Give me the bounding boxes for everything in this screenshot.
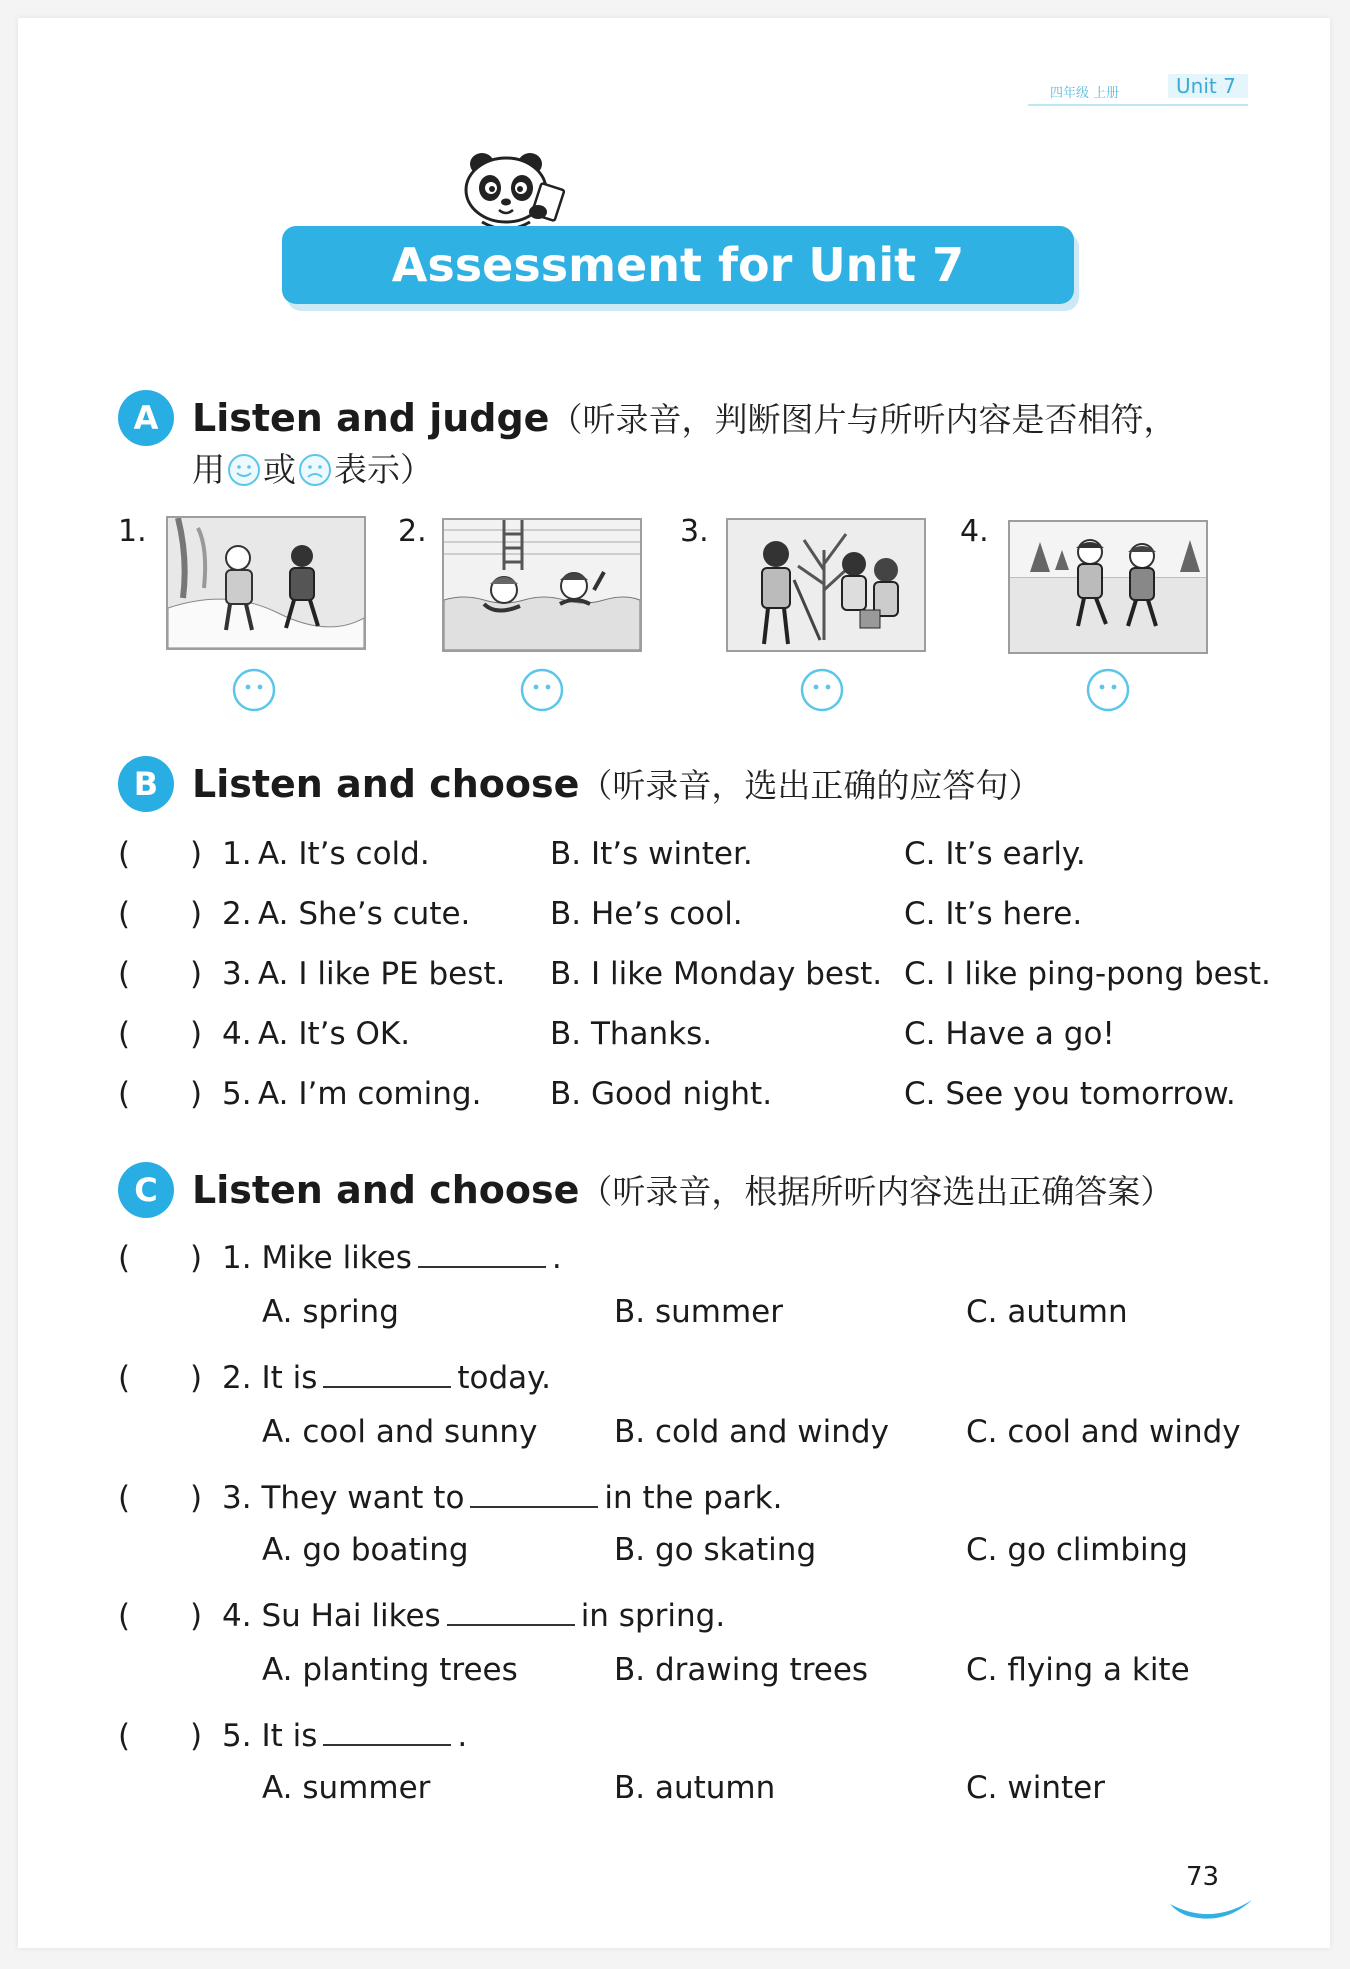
question-number: 1. (222, 836, 252, 872)
answer-blank[interactable] (418, 1240, 546, 1268)
section-b-title-text: Listen and choose (192, 762, 580, 806)
answer-paren-open[interactable]: ( (118, 836, 131, 872)
question-stem (222, 1240, 562, 1276)
answer-blank[interactable] (447, 1598, 575, 1626)
section-c-options-1 (0, 1294, 1350, 1338)
answer-paren-open[interactable]: ( (118, 1480, 131, 1516)
answer-face-1-icon[interactable] (232, 668, 276, 712)
section-b-title (192, 760, 1041, 807)
answer-paren-close: ) (190, 836, 203, 872)
option-a: A. planting trees (262, 1652, 518, 1688)
instruction-prefix: 用 (192, 450, 225, 489)
section-c-header (118, 1158, 1218, 1218)
section-a-title-text: Listen and judge (192, 396, 550, 440)
option-b: B. I like Monday best. (550, 956, 883, 992)
option-a: A. go boating (262, 1532, 469, 1568)
section-c-options-2 (0, 1414, 1350, 1458)
option-a: A. I like PE best. (258, 956, 506, 992)
stem-before: Su Hai likes (261, 1598, 441, 1634)
option-a: A. cool and sunny (262, 1414, 538, 1450)
section-b-instruction: （听录音，选出正确的应答句） (579, 766, 1042, 805)
answer-paren-close: ) (190, 1240, 203, 1276)
answer-blank[interactable] (323, 1718, 451, 1746)
section-b-question-5 (0, 1076, 1350, 1120)
option-b: B. It’s winter. (550, 836, 753, 872)
option-c: C. cool and windy (966, 1414, 1241, 1450)
unit-label: Unit 7 (1168, 74, 1248, 98)
skating-scene-icon (1010, 522, 1206, 652)
planting-scene-icon (728, 520, 924, 650)
stem-after: today. (457, 1360, 551, 1396)
picture-3-number: 3. (680, 514, 709, 549)
section-b-question-4 (0, 1016, 1350, 1060)
option-a: A. It’s OK. (258, 1016, 411, 1052)
answer-face-3-icon[interactable] (800, 668, 844, 712)
answer-paren-close: ) (190, 1598, 203, 1634)
title-banner (282, 226, 1074, 304)
question-number: 3. (222, 956, 252, 992)
answer-paren-open[interactable]: ( (118, 1718, 131, 1754)
stem-before: They want to (261, 1480, 465, 1516)
question-number: 5. (222, 1076, 252, 1112)
section-a-title (192, 394, 1176, 441)
stem-after: . (457, 1718, 468, 1754)
picture-2-swimming (442, 518, 642, 652)
question-stem (222, 1718, 467, 1754)
stem-after: in the park. (604, 1480, 783, 1516)
question-stem (222, 1360, 551, 1396)
question-number: 5. (222, 1718, 252, 1754)
answer-paren-close: ) (190, 1718, 203, 1754)
option-b: B. Good night. (550, 1076, 773, 1112)
sad-face-icon (298, 453, 332, 487)
section-c-options-3 (0, 1532, 1350, 1576)
answer-paren-open[interactable]: ( (118, 896, 131, 932)
grade-label: 四年级 上册 (1050, 86, 1120, 101)
instruction-mid: 或 (263, 450, 296, 489)
answer-paren-close: ) (190, 1480, 203, 1516)
option-b: B. summer (614, 1294, 783, 1330)
section-a-instruction: （听录音，判断图片与所听内容是否相符， (549, 400, 1177, 439)
question-number: 1. (222, 1240, 252, 1276)
answer-paren-open[interactable]: ( (118, 1598, 131, 1634)
option-c: C. See you tomorrow. (904, 1076, 1236, 1112)
section-a-header (118, 386, 1218, 489)
section-c-question-2 (0, 1360, 1350, 1404)
section-a-badge: A (118, 390, 174, 446)
option-b: B. cold and windy (614, 1414, 889, 1450)
section-c-instruction: （听录音，根据所听内容选出正确答案） (579, 1172, 1174, 1211)
instruction-suffix: 表示） (334, 450, 433, 489)
answer-paren-open[interactable]: ( (118, 1016, 131, 1052)
question-stem (222, 1598, 725, 1634)
option-c: C. go climbing (966, 1532, 1188, 1568)
answer-paren-close: ) (190, 896, 203, 932)
smiley-face-icon (227, 453, 261, 487)
option-b: B. He’s cool. (550, 896, 743, 932)
answer-blank[interactable] (470, 1480, 598, 1508)
section-c-question-3 (0, 1480, 1350, 1524)
section-b-question-2 (0, 896, 1350, 940)
question-number: 4. (222, 1016, 252, 1052)
section-c-title-text: Listen and choose (192, 1168, 580, 1212)
picture-4-number: 4. (960, 514, 989, 549)
section-a-instruction-line2 (192, 444, 433, 491)
answer-blank[interactable] (323, 1360, 451, 1388)
answer-paren-open[interactable]: ( (118, 1240, 131, 1276)
section-c-options-5 (0, 1770, 1350, 1814)
answer-paren-close: ) (190, 1360, 203, 1396)
section-c-badge: C (118, 1162, 174, 1218)
answer-paren-close: ) (190, 1076, 203, 1112)
picture-1-number: 1. (118, 514, 147, 549)
stem-after: . (551, 1240, 562, 1276)
answer-paren-open[interactable]: ( (118, 956, 131, 992)
answer-paren-close: ) (190, 1016, 203, 1052)
option-c: C. I like ping-pong best. (904, 956, 1271, 992)
question-stem (222, 1480, 783, 1516)
option-b: B. go skating (614, 1532, 817, 1568)
stem-before: It is (261, 1360, 318, 1396)
question-number: 4. (222, 1598, 252, 1634)
question-number: 3. (222, 1480, 252, 1516)
picture-4-skating (1008, 520, 1208, 654)
picture-2-number: 2. (398, 514, 427, 549)
option-a: A. She’s cute. (258, 896, 471, 932)
answer-paren-close: ) (190, 956, 203, 992)
option-c: C. flying a kite (966, 1652, 1190, 1688)
section-b-badge: B (118, 756, 174, 812)
option-b: B. Thanks. (550, 1016, 713, 1052)
option-c: C. autumn (966, 1294, 1128, 1330)
picture-1-hiking (166, 516, 366, 650)
section-c-options-4 (0, 1652, 1350, 1696)
option-a: A. I’m coming. (258, 1076, 482, 1112)
section-b-question-1 (0, 836, 1350, 880)
option-c: C. Have a go! (904, 1016, 1115, 1052)
option-b: B. autumn (614, 1770, 776, 1806)
section-c-title (192, 1166, 1173, 1213)
answer-paren-open[interactable]: ( (118, 1360, 131, 1396)
page-corner-swoosh-icon (1168, 1896, 1254, 1922)
option-c: C. winter (966, 1770, 1105, 1806)
picture-3-planting (726, 518, 926, 652)
swimming-scene-icon (444, 520, 640, 650)
section-b-question-3 (0, 956, 1350, 1000)
page-number: 73 (1186, 1862, 1220, 1892)
stem-before: Mike likes (261, 1240, 412, 1276)
section-c-question-1 (0, 1240, 1350, 1284)
option-a: A. spring (262, 1294, 399, 1330)
stem-before: It is (261, 1718, 318, 1754)
option-a: A. It’s cold. (258, 836, 430, 872)
section-b-header (118, 752, 1218, 812)
page-title: Assessment for Unit 7 (391, 238, 965, 292)
section-c-question-5 (0, 1718, 1350, 1762)
stem-after: in spring. (580, 1598, 726, 1634)
answer-paren-open[interactable]: ( (118, 1076, 131, 1112)
question-number: 2. (222, 1360, 252, 1396)
option-a: A. summer (262, 1770, 431, 1806)
answer-face-2-icon[interactable] (520, 668, 564, 712)
question-number: 2. (222, 896, 252, 932)
section-c-question-4 (0, 1598, 1350, 1642)
hiking-scene-icon (168, 518, 364, 648)
option-c: C. It’s here. (904, 896, 1083, 932)
option-c: C. It’s early. (904, 836, 1086, 872)
running-head (1028, 72, 1248, 106)
answer-face-4-icon[interactable] (1086, 668, 1130, 712)
option-b: B. drawing trees (614, 1652, 869, 1688)
